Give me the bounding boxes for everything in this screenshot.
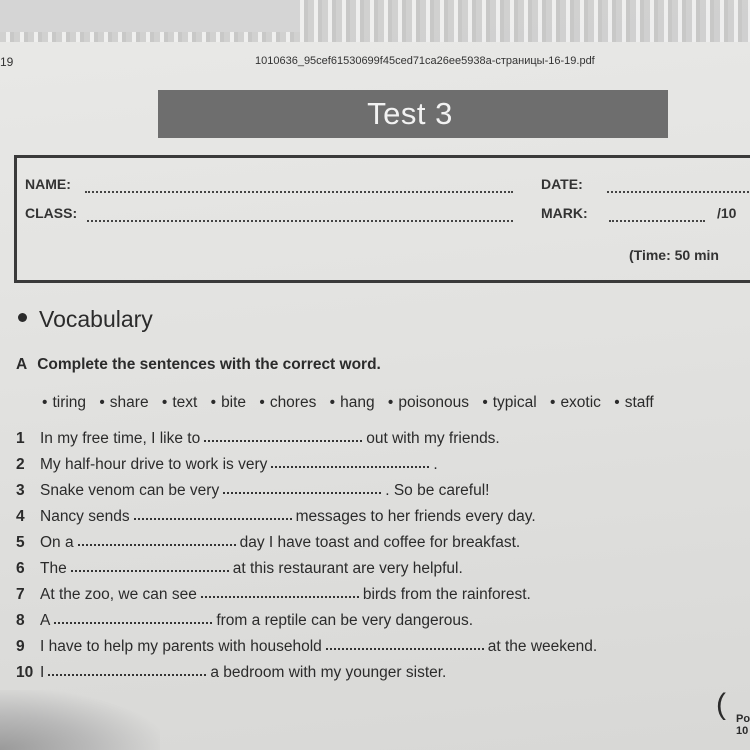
sentence-before: At the zoo, we can see [40,586,197,603]
sentence-before: I [40,664,45,681]
word-bank [42,394,663,412]
date-label: DATE: [541,176,583,192]
file-name: 1010636_95cef61530699f45ced71ca26ee5938a-страницы-16-19.pdf [255,55,595,67]
time-limit: (Time: 50 min [629,247,719,263]
class-line [87,220,513,222]
exercise-instruction [16,356,381,374]
sentence-number: 4 [16,508,25,525]
sentence-item [16,560,463,578]
sentence-number: 2 [16,456,25,473]
word-bank-item: • tiring [42,394,86,411]
mark-label: MARK: [541,205,588,221]
sentence-item [16,430,500,448]
sentence-number: 1 [16,430,25,447]
sentence-number: 10 [16,664,34,681]
sentence-number: 5 [16,534,25,551]
background-surface [0,0,300,32]
answer-blank[interactable] [54,622,212,624]
answer-blank[interactable] [48,674,206,676]
bracket-glyph: ( [716,688,726,721]
word-bank-item: • typical [482,394,536,411]
student-info-box [14,155,750,283]
sentence-after: . [433,456,438,473]
answer-blank[interactable] [204,440,362,442]
points-note-line2: 10 [736,725,749,737]
sentence-after: at this restaurant are very helpful. [232,560,463,577]
test-title-banner [158,90,668,138]
answer-blank[interactable] [71,570,229,572]
sentence-before: Nancy sends [40,508,130,525]
name-label: NAME: [25,176,71,192]
sentence-after: from a reptile can be very dangerous. [216,612,474,629]
sentence-before: In my free time, I like to [40,430,201,447]
mark-line [609,220,705,222]
exercise-letter: A [16,356,28,373]
sentence-number: 7 [16,586,25,603]
sentence-item [16,612,473,630]
word-bank-item: • chores [259,394,316,411]
class-label: CLASS: [25,205,78,221]
word-bank-item: • exotic [550,394,601,411]
sentence-number: 8 [16,612,25,629]
sentence-item [16,586,531,604]
sentence-before: I have to help my parents with household [40,638,322,655]
sentence-after: at the weekend. [487,638,598,655]
name-line [85,191,513,193]
sentence-item [16,508,536,526]
sentence-number: 6 [16,560,25,577]
answer-blank[interactable] [271,466,429,468]
answer-blank[interactable] [326,648,484,650]
word-bank-item: • share [99,394,148,411]
word-bank-item: • staff [614,394,653,411]
finger-shadow [0,690,160,750]
answer-blank[interactable] [201,596,359,598]
section-title: Vocabulary [39,306,153,332]
answer-blank[interactable] [78,544,236,546]
sentence-number: 3 [16,482,25,499]
word-bank-item: • text [162,394,197,411]
sentence-item [16,534,520,552]
sentence-before: A [40,612,51,629]
sentence-after: messages to her friends every day. [295,508,536,525]
sentence-item [16,482,489,500]
sentence-before: Snake venom can be very [40,482,220,499]
word-bank-item: • bite [211,394,246,411]
sentence-before: The [40,560,67,577]
sentence-after: out with my friends. [366,430,500,447]
word-bank-item: • poisonous [388,394,469,411]
answer-blank[interactable] [223,492,381,494]
mark-total: /10 [717,205,737,221]
sentence-item [16,638,597,656]
sentence-before: On a [40,534,74,551]
sentence-number: 9 [16,638,25,655]
sentence-before: My half-hour drive to work is very [40,456,268,473]
sentence-item [16,456,438,474]
date-line [607,191,750,193]
sentence-after: . So be careful! [385,482,490,499]
sentence-after: day I have toast and coffee for breakfast. [239,534,521,551]
section-heading [18,306,153,333]
bullet-icon [18,313,27,322]
sentence-after: a bedroom with my younger sister. [210,664,447,681]
test-title: Test 3 [367,96,453,131]
page-number: 19 [0,55,14,69]
instruction-text: Complete the sentences with the correct word. [37,356,381,373]
sentence-after: birds from the rainforest. [362,586,531,603]
word-bank-item: • hang [330,394,375,411]
points-note-line1: Po [736,713,750,725]
answer-blank[interactable] [134,518,292,520]
sentence-item [16,664,446,682]
